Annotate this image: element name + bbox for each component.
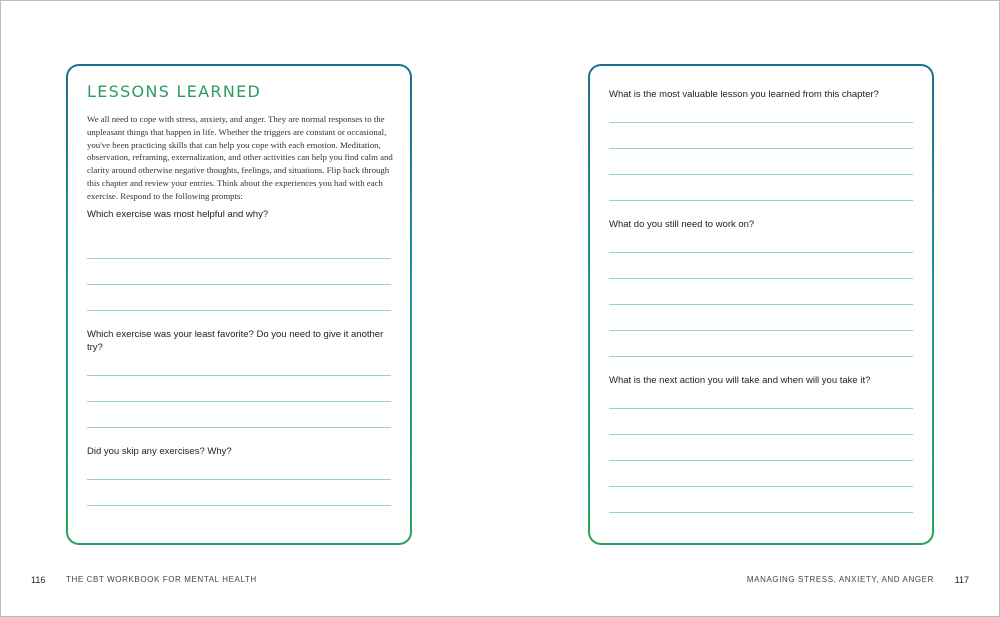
answer-line[interactable] xyxy=(87,401,391,402)
answer-line[interactable] xyxy=(609,460,913,461)
prompt: What is the most valuable lesson you learned from this chapter? xyxy=(609,89,879,100)
reflection-box xyxy=(588,64,934,545)
answer-line[interactable] xyxy=(609,486,913,487)
answer-line[interactable] xyxy=(609,304,913,305)
intro-block xyxy=(87,113,399,221)
intro-paragraph: We all need to cope with stress, anxiety, and anger. They are normal responses to the unpleasant things that happen in life. Whether the triggers are constant or occasional, you've been practicing skills that can help you cope with each emotion. Meditation, observation, reframing, externalization, and other activities can help you find calm and clarity around otherwise negative thoughts, feelings, and situations. Flip back through this chapter and review your entries. Think about the experiences you had with each exercise. Respond to the following prompts: xyxy=(87,114,393,201)
answer-line[interactable] xyxy=(609,122,913,123)
answer-line[interactable] xyxy=(87,505,391,506)
answer-line[interactable] xyxy=(87,375,391,376)
answer-line[interactable] xyxy=(609,408,913,409)
answer-line[interactable] xyxy=(609,200,913,201)
prompt: What do you still need to work on? xyxy=(609,219,755,230)
answer-line[interactable] xyxy=(609,330,913,331)
answer-line[interactable] xyxy=(609,512,913,513)
section-title: LESSONS LEARNED xyxy=(87,82,262,101)
prompt: Which exercise was most helpful and why? xyxy=(87,208,269,220)
running-head-right: MANAGING STRESS, ANXIETY, AND ANGER xyxy=(746,575,934,584)
running-head-left: THE CBT WORKBOOK FOR MENTAL HEALTH xyxy=(66,575,257,584)
page-number-right: 117 xyxy=(954,575,969,585)
answer-line[interactable] xyxy=(609,252,913,253)
page-number-left: 116 xyxy=(31,575,46,585)
answer-line[interactable] xyxy=(609,278,913,279)
answer-line[interactable] xyxy=(87,427,391,428)
answer-line[interactable] xyxy=(609,174,913,175)
answer-line[interactable] xyxy=(87,284,391,285)
answer-line[interactable] xyxy=(87,479,391,480)
answer-line[interactable] xyxy=(609,148,913,149)
answer-line[interactable] xyxy=(87,310,391,311)
answer-line[interactable] xyxy=(87,258,391,259)
prompt: What is the next action you will take and when will you take it? xyxy=(609,375,871,386)
answer-line[interactable] xyxy=(609,434,913,435)
lessons-learned-box xyxy=(66,64,412,545)
answer-line[interactable] xyxy=(609,356,913,357)
prompt: Did you skip any exercises? Why? xyxy=(87,446,232,457)
prompt: Which exercise was your least favorite? Do you need to give it another try? xyxy=(87,329,384,353)
